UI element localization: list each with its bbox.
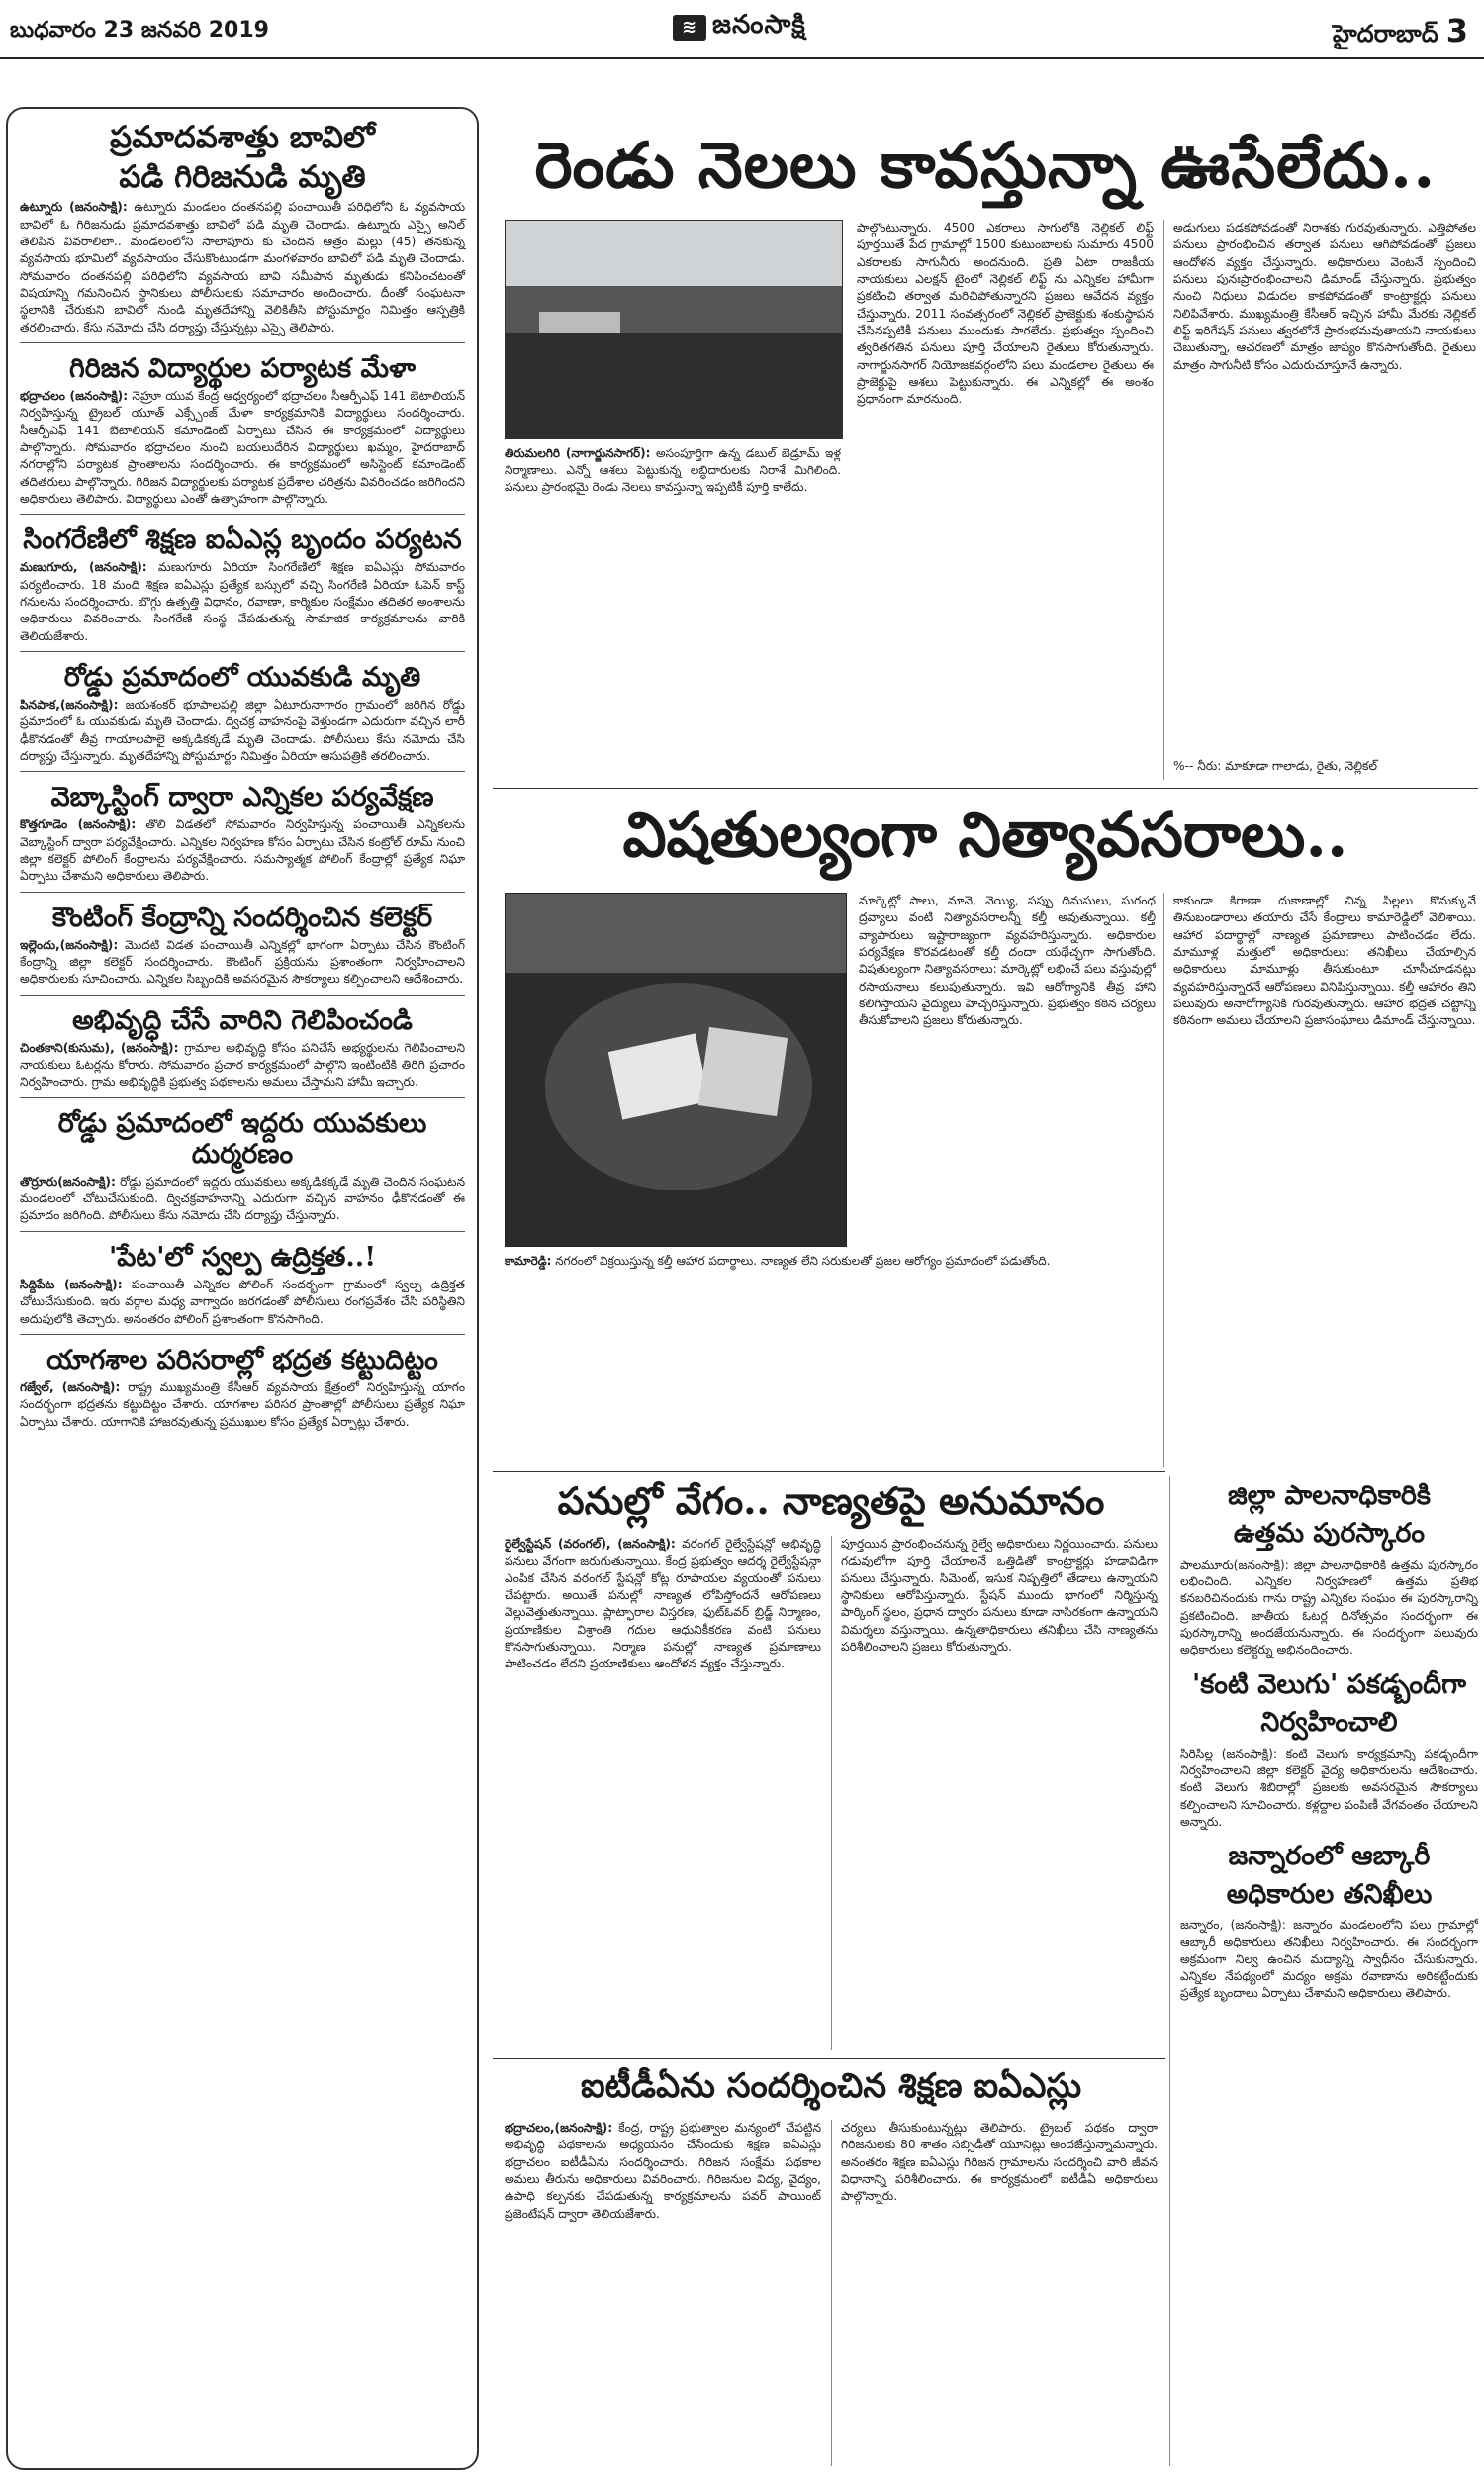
left-story-headline: పడి గిరిజనుడి మృతి <box>119 158 366 195</box>
left-story-headline: కౌంటింగ్ కేంద్రాన్ని సందర్శించిన కలెక్టర్ <box>51 902 433 933</box>
left-story <box>20 1242 465 1335</box>
second-caption <box>505 1253 1148 1461</box>
left-story-body <box>20 199 465 336</box>
left-story <box>20 1108 465 1232</box>
issue-date: బుధవారం 23 జనవరి 2019 <box>10 18 269 43</box>
left-story-byline: గజ్వేల్, (జనంసాక్షి): <box>20 1380 121 1394</box>
brief-headline: జన్నారంలో ఆబ్కారీ <box>1228 1841 1431 1872</box>
third-column-a <box>505 1536 821 2050</box>
lead-caption <box>505 445 841 782</box>
left-story-headline: గిరిజన విద్యార్థుల పర్యాటక మేళా <box>68 352 417 384</box>
left-story-byline: మణుగూరు, (జనంసాక్షి): <box>20 560 147 575</box>
left-story-byline: చింతకాని(కుసుమ), (జనంసాక్షి): <box>20 1040 179 1055</box>
left-story-headline: అభివృద్ధి చేసే వారిని గెలిపించండి <box>72 1004 413 1036</box>
third-headline: పనుల్లో వేగం.. నాణ్యతపై అనుమానం <box>557 1478 1105 1523</box>
left-story-body <box>20 1040 465 1092</box>
newspaper-logo <box>673 10 806 46</box>
left-story-body <box>20 697 465 765</box>
brief-headline: ఉత్తమ పురస్కారం <box>1233 1518 1426 1550</box>
left-story-headline: 'పేట'లో స్వల్ప ఉద్రిక్తత..! <box>108 1241 377 1273</box>
city-name: హైదరాబాద్ <box>1332 20 1438 48</box>
fourth-byline: భద్రాచలం,(జనంసాక్షి): <box>505 2121 613 2135</box>
second-photo <box>505 893 847 1247</box>
left-news-column <box>6 107 479 2470</box>
lead-photo <box>505 220 843 439</box>
logo-icon: ≋ <box>673 15 706 41</box>
brief-body: జన్నారం, (జనంసాక్షి): జన్నారం మండలంలోని పలు గ్రామాల్లో ఆబ్కారీ అధికారులు తనిఖీలు నిర్వహించారు. ఈ సందర్భంగా అక్రమంగా నిల్వ ఉంచిన మద్యాన్ని స్వాధీనం చేసుకున్నారు. ఎన్నికల నేపథ్యంలో మద్యం అక్రమ రవాణాను అరికట్టేందుకు ప్రత్యేక బృందాలు ఏర్పాటు చేశామని అధికారులు తెలిపారు. <box>1180 1917 1478 2001</box>
left-story-body <box>20 388 465 508</box>
brief-headline: జిల్లా పాలనాధికారికి <box>1227 1480 1431 1511</box>
left-story-headline: సింగరేణిలో శిక్షణ ఐఏఎస్ల బృందం పర్యటన <box>23 524 462 556</box>
left-story <box>20 1345 465 1431</box>
left-story <box>20 903 465 996</box>
left-story-headline: రోడ్డు ప్రమాదంలో యువకుడి మృతి <box>63 661 421 693</box>
left-story-byline: కొత్తగూడెం (జనంసాక్షి): <box>20 817 137 832</box>
second-column-b: కాకుండా కిరాణా దుకాణాల్లో చిన్న పిల్లలు కొనుక్కునే తినుబండారాలు తయారు చేసే కేంద్రాలు కామారెడ్డిలో వెలిశాయి. ఆహార పదార్థాల్లో నాణ్యత ప్రమాణాలు పాటించడం లేదు. మామూళ్ల మత్తులో అధికారులు: తనిఖీలు చేయాల్సిన అధికారులు మామూళ్లు తీసుకుంటూ చూసీచూడనట్లు వ్యవహరిస్తున్నారనే ఆరోపణలు వినిపిస్తున్నాయి. కల్తీ ఆహారం తిని పలువురు అనారోగ్యానికి గురవుతున్నారు. ఆహార భద్రత చట్టాన్ని కఠినంగా అమలు చేయాలని ప్రజాసంఘాలు డిమాండ్ చేస్తున్నాయి. <box>1173 894 1476 1028</box>
lead-tag: %-- నీరు: మాకూడా గాలాడు, రైతు, నెల్లికల్ <box>1173 759 1378 773</box>
second-caption-place: కామారెడ్డి: <box>505 1254 552 1268</box>
brief-headline: అధికారుల తనిఖీలు <box>1226 1878 1433 1910</box>
lead-caption-place: తిరుమలగిరి (నాగార్జునసాగర్): <box>505 446 651 460</box>
left-story-text: ఉట్నూరు మండలం దంతనపల్లి పంచాయితీ పరిధిలోని ఓ వ్యవసాయ బావిలో ఓ గిరిజనుడు ప్రమాదవశాత్తు బావిలో పడి మృతి చెందాడు. ఉట్నూరు ఎస్సై అనిల్ తెలిపిన వివరాలిలా.. మండలంలోని సాలాపూరు కు చెందిన ఆత్రం మల్లు (45) తనకున్న వ్యవసాయ భూమిలో వ్యవసాయం చేసుకొంటుండగా మంగళవారం బావిలో పడి మృతి చెందాడు. సోమవారం దంతనపల్లి పరిధిలోని వ్యవసాయ బావి సమీపాన మృతుడు కనిపించటంతో విషయాన్ని గమనించిన స్థానికులు పోలీసులకు సమాచారం అందించారు. దీంతో సంఘటనా స్థలానికి చేరుకుని బావిలో నుండి మృతదేహాన్ని వెలికితీసి పోస్టుమార్టం నిమిత్తం ఆస్పత్రికి తరలించారు. కేసు నమోదు చేసి దర్యాప్తు చేస్తున్నట్లు ఎస్సై తెలిపారు. <box>20 200 466 334</box>
left-story-headline: యాగశాల పరిసరాల్లో భద్రత కట్టుదిట్టం <box>46 1344 438 1376</box>
masthead <box>0 0 1484 59</box>
left-story-body <box>20 559 465 645</box>
lead-column-b: అడుగులు పడకపోవడంతో నిరాశకు గురవుతున్నారు. ఎత్తిపోతల పనులు ప్రారంభించిన తర్వాత పనులు ఆగిపోవడంతో ప్రజలు ఆందోళన వ్యక్తం చేస్తున్నారు. అధికారులు వెంటనే స్పందించి పనులు పునఃప్రారంభించాలని డిమాండ్ చేస్తున్నారు. ప్రభుత్వం నుంచి నిధులు విడుదల కాకపోవడంతో కాంట్రాక్టర్లు పనులు నిలిపివేశారు. ముఖ్యమంత్రి కేసీఆర్ ఇచ్చిన హామీ మేరకు నెల్లికల్ లిఫ్ట్ ఇరిగేషన్ పనులు త్వరలోనే ప్రారంభమవుతాయని నాయకులు చెబుతున్నా, ఆచరణలో మాత్రం జాప్యం కొనసాగుతోంది. రైతులు మాత్రం సాగునీటి కోసం ఎదురుచూస్తూనే ఉన్నారు. <box>1173 221 1476 372</box>
left-story-headline: రోడ్డు ప్రమాదంలో ఇద్దరు యువకులు దుర్మరణం <box>57 1107 427 1170</box>
left-story-text: మణుగూరు ఏరియా సింగరేణిలో శిక్షణ ఐఏఎస్లు సోమవారం పర్యటించారు. 18 మంది శిక్షణ ఐఏఎస్లు ప్రత్యేక బస్సులో వచ్చి సింగరేణి ఏరియా ఓపెన్ కాస్ట్ గనులను సందర్శించారు. బొగ్గు ఉత్పత్తి విధానం, రవాణా, కార్మికుల సంక్షేమం తదితర అంశాలను అధికారులు వివరించారు. సింగరేణి సంస్థ చేపడుతున్న సామాజిక కార్యక్రమాలను వారికి తెలియజేశారు. <box>20 560 466 643</box>
left-story-text: రాష్ట్ర ముఖ్యమంత్రి కేసీఆర్ వ్యవసాయ క్షేత్రంలో నిర్వహిస్తున్న యాగం సందర్భంగా భద్రతను కట్టుదిట్టం చేశారు. యాగశాల పరిసర ప్రాంతాల్లో పోలీసులు ప్రత్యేక నిఘా ఏర్పాటు చేశారు. యాగానికి హాజరవుతున్న ప్రముఖుల కోసం ప్రత్యేక ఏర్పాట్లు చేశారు. <box>20 1380 466 1429</box>
left-story-body <box>20 1174 465 1225</box>
left-story <box>20 1005 465 1098</box>
fourth-headline: ఐటీడీఏను సందర్శించిన శిక్షణ ఐఏఎస్లు <box>580 2066 1082 2106</box>
edition-city <box>1333 12 1468 53</box>
left-story-byline: తొర్రూరు(జనంసాక్షి): <box>20 1174 116 1189</box>
fourth-column-a <box>505 2120 821 2466</box>
third-column-b: పూర్తయిన ప్రారంభించనున్న రైల్వే అధికారులు నిర్ణయించారు. పనులు గడువులోగా పూర్తి చేయాలనే ఒత్తిడితో కాంట్రాక్టర్లు హడావిడిగా పనులు చేస్తున్నారు. సిమెంట్, ఇసుక నిష్పత్తిలో తేడాలు ఉన్నాయని స్థానికులు ఆరోపిస్తున్నారు. స్టేషన్ ముందు భాగంలో నిర్మిస్తున్న పార్కింగ్ స్థలం, ప్రధాన ద్వారం పనులు కూడా నాసిరకంగా ఉన్నాయని విమర్శలు వస్తున్నాయి. ఉన్నతాధికారులు తనిఖీలు చేసి నాణ్యతను పరిశీలించాలని ప్రజలు కోరుతున్నారు. <box>841 1537 1158 1654</box>
left-story-headline: ప్రమాదవశాత్తు బావిలో <box>110 120 375 155</box>
left-story-text: నెహ్రూ యువ కేంద్ర ఆధ్వర్యంలో భద్రాచలం సీఆర్పీఎఫ్ 141 బెటాలియన్ నిర్వహిస్తున్న ట్రైబల్ యూత్ ఎక్స్చేంజ్ మేళా కార్యక్రమానికి విద్యార్థులు సందర్శించారు. సీఆర్పీఎఫ్ 141 బెటాలియన్ కమాండెంట్ ఏర్పాటు చేసిన ఈ కార్యక్రమంలో విద్యార్థులు పాల్గొన్నారు. సోమవారం భద్రాచలం నుంచి బయలుదేరిన విద్యార్థులు ఖమ్మం, హైదరాబాద్ నగరాల్లోని పర్యాటక ప్రాంతాలను సందర్శించారు. ఈ కార్యక్రమంలో అసిస్టెంట్ కమాండెంట్ తదితరులు పాల్గొన్నారు. గిరిజన విద్యార్థులకు పర్యాటక ప్రదేశాల చరిత్రను వివరించడం జరిగిందని అధికారులు తెలిపారు. విద్యార్థులు ఎంతో ఉత్సాహంగా పాల్గొన్నారు. <box>20 388 466 506</box>
lead-column-a: పాల్గొంటున్నారు. 4500 ఎకరాలు సాగులోకి నెల్లికల్ లిఫ్ట్ పూర్తయితే పేద గ్రామాల్లో 1500 కుటుంబాలకు సుమారు 4500 ఎకరాలకు సాగునీరు అందనుంది. ప్రతి ఏటా రాజకీయ నాయకులు ఎలక్షన్ టైంలో నెల్లికల్ లిఫ్ట్ ను ఎన్నికల హామీగా ప్రకటించి తర్వాత మరిచిపోతున్నారని ప్రజలు ఆవేదన వ్యక్తం చేస్తున్నారు. 2011 సంవత్సరంలో నెల్లికల్ ప్రాజెక్టుకు శంకుస్థాపన చేసినప్పటికీ పనులు ముందుకు సాగలేదు. ప్రభుత్వం స్పందించి త్వరితగతిన పనులు పూర్తి చేయాలని రైతులు కోరుతున్నారు. నాగార్జునసాగర్ నియోజకవర్గంలోని పలు మండలాల రైతులు ఈ ప్రాజెక్టుపై ఆశలు పెట్టుకున్నారు. ఈ ఎన్నికల్లో ఈ అంశం ప్రధానంగా మారనుంది. <box>857 221 1154 407</box>
left-story-text: రోడ్డు ప్రమాదంలో ఇద్దరు యువకులు అక్కడికక్కడే మృతి చెందిన సంఘటన మండలంలో చోటుచేసుకుంది. ద్విచక్రవాహనాన్ని ఎదురుగా వచ్చిన వాహనం ఢీకొనడంతో ఈ ప్రమాదం జరిగింది. పోలీసులు కేసు నమోదు చేసి దర్యాప్తు చేస్తున్నారు. <box>20 1174 466 1223</box>
lead-headline: రెండు నెలలు కావస్తున్నా ఊసేలేదు.. <box>534 129 1437 203</box>
left-story-text: మొదటి విడత పంచాయితీ ఎన్నికల్లో భాగంగా ఏర్పాటు చేసిన కౌంటింగ్ కేంద్రాన్ని జిల్లా కలెక్టర్ సందర్శించారు. కౌంటింగ్ ప్రక్రియను ప్రశాంతంగా నిర్వహించాలని అధికారులకు సూచించారు. ఎన్నికల సిబ్బందికి అవసరమైన సౌకర్యాలు కల్పించాలని ఆదేశించారు. <box>20 937 466 987</box>
left-story-body <box>20 816 465 885</box>
left-story-body <box>20 1380 465 1431</box>
brief-body: పాలమూరు(జనంసాక్షి): జిల్లా పాలనాధికారికి ఉత్తమ పురస్కారం లభించింది. ఎన్నికల నిర్వహణలో ఉత్తమ ప్రతిభ కనబరిచినందుకు గాను రాష్ట్ర ఎన్నికల సంఘం ఈ పురస్కారాన్ని ప్రకటించింది. జాతీయ ఓటర్ల దినోత్సవం సందర్భంగా ఈ పురస్కారాన్ని అందజేయనున్నారు. ఈ సందర్భంగా పలువురు అధికారులు కలెక్టర్ను అభినందించారు. <box>1180 1557 1478 1658</box>
second-caption-text: నగరంలో విక్రయిస్తున్న కల్తీ ఆహార పదార్థాలు. నాణ్యత లేని సరుకులతో ప్రజల ఆరోగ్యం ప్రమాదంలో పడుతోంది. <box>555 1254 1051 1268</box>
brief-headline: 'కంటి వెలుగు' పకడ్బందీగా <box>1191 1668 1467 1700</box>
brief-body: సిరిసిల్ల (జనంసాక్షి): కంటి వెలుగు కార్యక్రమాన్ని పకడ్బందీగా నిర్వహించాలని జిల్లా కలెక్టర్ వైద్య అధికారులను ఆదేశించారు. కంటి వెలుగు శిబిరాల్లో ప్రజలకు అవసరమైన సౌకర్యాలు కల్పించాలని సూచించారు. కళ్లద్దాల పంపిణీ వేగవంతం చేయాలని అన్నారు. <box>1180 1746 1478 1829</box>
left-story-byline: ఇల్లెందు,(జనంసాక్షి): <box>20 937 119 952</box>
left-story <box>20 524 465 652</box>
left-story-text: జయశంకర్ భూపాలపల్లి జిల్లా ఏటూరునాగారం గ్రామంలో జరిగిన రోడ్డు ప్రమాదంలో ఓ యువకుడు మృతి చెందాడు. ద్విచక్ర వాహనంపై వెళ్తుండగా ఎదురుగా వచ్చిన లారీ ఢీకొనడంతో తీవ్ర గాయాలపాలై అక్కడికక్కడే మృతి చెందాడు. పోలీసులు కేసు నమోదు చేసి దర్యాప్తు చేస్తున్నారు. మృతదేహాన్ని పోస్టుమార్టం నిమిత్తం ఏరియా ఆసుపత్రికి తరలించారు. <box>20 697 466 763</box>
right-briefs-column <box>1169 1476 1478 2466</box>
second-headline: విషతుల్యంగా నిత్యావసరాలు.. <box>622 799 1348 871</box>
left-story <box>20 353 465 515</box>
left-story-byline: పినపాక,(జనంసాక్షి): <box>20 697 119 712</box>
left-story-text: గ్రామాల అభివృద్ధి కోసం పనిచేసే అభ్యర్థులను గెలిపించాలని నాయకులు ఓటర్లను కోరారు. సోమవారం ప్రచార కార్యక్రమంలో పాల్గొని ఇంటింటికి తిరిగి ప్రచారం నిర్వహించారు. గ్రామ అభివృద్ధికి ప్రభుత్వ పథకాలను అమలు చేస్తామని హామీ ఇచ్చారు. <box>20 1040 465 1090</box>
left-story-byline: ఉట్నూరు (జనంసాక్షి): <box>20 200 128 215</box>
third-byline: రైల్వేస్టేషన్ (వరంగల్), (జనంసాక్షి): <box>505 1537 676 1551</box>
second-column-a: మార్కెట్లో పాలు, నూనె, నెయ్యి, పప్పు దినుసులు, సుగంధ ద్రవ్యాలు వంటి నిత్యావసరాలన్నీ కల్తీ అవుతున్నాయి. కల్తీ వ్యాపారులు ఇష్టారాజ్యంగా వ్యవహరిస్తున్నారు. అధికారుల పర్యవేక్షణ కొరవడటంతో కల్తీ దందా యథేచ్ఛగా సాగుతోంది. విషతుల్యంగా నిత్యావసరాలు: మార్కెట్లో లభించే పలు వస్తువుల్లో రసాయనాలు కలుపుతున్నారు. ఇవి ఆరోగ్యానికి తీవ్ర హాని కలిగిస్తాయని వైద్యులు హెచ్చరిస్తున్నారు. ప్రభుత్వం కఠిన చర్యలు తీసుకోవాలని ప్రజలు కోరుతున్నారు. <box>859 894 1156 1028</box>
fourth-column-b: చర్యలు తీసుకుంటున్నట్లు తెలిపారు. ట్రైబల్ పథకం ద్వారా గిరిజనులకు 80 శాతం సబ్సిడీతో యూనిట్లు అందజేస్తున్నామన్నారు. అనంతరం శిక్షణ ఐఏఎస్లు గిరిజన గ్రామాలను సందర్శించి వారి జీవన విధానాన్ని పరిశీలించారు. ఈ కార్యక్రమంలో ఐటీడీఏ అధికారులు పాల్గొన్నారు. <box>841 2121 1158 2204</box>
left-story-byline: భద్రాచలం (జనంసాక్షి): <box>20 388 129 403</box>
left-story-text: పంచాయితీ ఎన్నికల పోలింగ్ సందర్భంగా గ్రామంలో స్వల్ప ఉద్రిక్తత చోటుచేసుకుంది. ఇరు వర్గాల మధ్య వాగ్వాదం జరగడంతో పోలీసులు రంగప్రవేశం చేసి పరిస్థితిని అదుపులోకి తెచ్చారు. అనంతరం పోలింగ్ ప్రశాంతంగా కొనసాగింది. <box>20 1277 465 1326</box>
brief-headline: నిర్వహించాలి <box>1260 1707 1398 1739</box>
left-story-headline: వెబ్కాస్టింగ్ ద్వారా ఎన్నికల పర్యవేక్షణ <box>50 782 434 813</box>
left-story-byline: సిద్దిపేట (జనంసాక్షి): <box>20 1277 123 1291</box>
left-story <box>20 782 465 892</box>
logo-text: జనంసాక్షి <box>712 10 806 40</box>
third-column-a-text: వరంగల్ రైల్వేస్టేషన్లో అభివృద్ధి పనులు వేగంగా జరుగుతున్నాయి. కేంద్ర ప్రభుత్వం ఆదర్శ రైల్వేస్టేషన్గా ఎంపిక చేసిన వరంగల్ స్టేషన్లో కోట్ల రూపాయల వ్యయంతో పనులు చేపట్టారు. అయితే పనుల్లో నాణ్యత లోపిస్తోందనే ఆరోపణలు వెల్లువెత్తుతున్నాయి. ప్లాట్ఫారాల విస్తరణ, ఫుట్ఓవర్ బ్రిడ్జ్ నిర్మాణం, ప్రయాణికుల విశ్రాంతి గదుల ఆధునికీకరణ వంటి పనులు కొనసాగుతున్నాయి. నిర్మాణ పనుల్లో నాణ్యత ప్రమాణాలు పాటించడం లేదని ప్రయాణికులు ఆందోళన వ్యక్తం చేస్తున్నారు. <box>505 1537 821 1671</box>
left-story-body <box>20 1277 465 1328</box>
left-story-body <box>20 937 465 989</box>
page-number: 3 <box>1445 12 1468 49</box>
lead-caption-text: అసంపూర్తిగా ఉన్న డబుల్ బెడ్రూమ్ ఇళ్ల నిర్మాణాలు. ఎన్నో ఆశలు పెట్టుకున్న లబ్ధిదారులకు నిరాశే మిగిలింది. పనులు ప్రారంభమై రెండు నెలలు కావస్తున్నా ఇప్పటికీ పూర్తి కాలేదు. <box>505 446 841 495</box>
left-story-text: తొలి విడతలో సోమవారం నిర్వహిస్తున్న పంచాయితీ ఎన్నికలను వెబ్కాస్టింగ్ ద్వారా పర్యవేక్షించారు. ఎన్నికల నిర్వహణ కోసం ఏర్పాటు చేసిన కంట్రోల్ రూమ్ నుంచి జిల్లా కలెక్టర్ పోలింగ్ కేంద్రాలను పర్యవేక్షించారు. సమస్యాత్మక పోలింగ్ కేంద్రాల్లో ప్రత్యేక నిఘా ఏర్పాటు చేశామని అధికారులు తెలిపారు. <box>20 817 466 884</box>
left-story <box>20 121 465 343</box>
left-story <box>20 662 465 772</box>
fourth-column-a-text: కేంద్ర, రాష్ట్ర ప్రభుత్వాల మన్యంలో చేపట్టిన అభివృద్ధి పథకాలను అధ్యయనం చేసేందుకు శిక్షణ ఐఏఎస్లు భద్రాచలం ఐటీడీఏను సందర్శించారు. గిరిజన సంక్షేమ పథకాల అమలు తీరును అధికారులు వివరించారు. గిరిజనుల విద్య, వైద్యం, ఉపాధి కల్పనకు చేపడుతున్న కార్యక్రమాలను పవర్ పాయింట్ ప్రజెంటేషన్ ద్వారా తెలియజేశారు. <box>505 2121 821 2221</box>
